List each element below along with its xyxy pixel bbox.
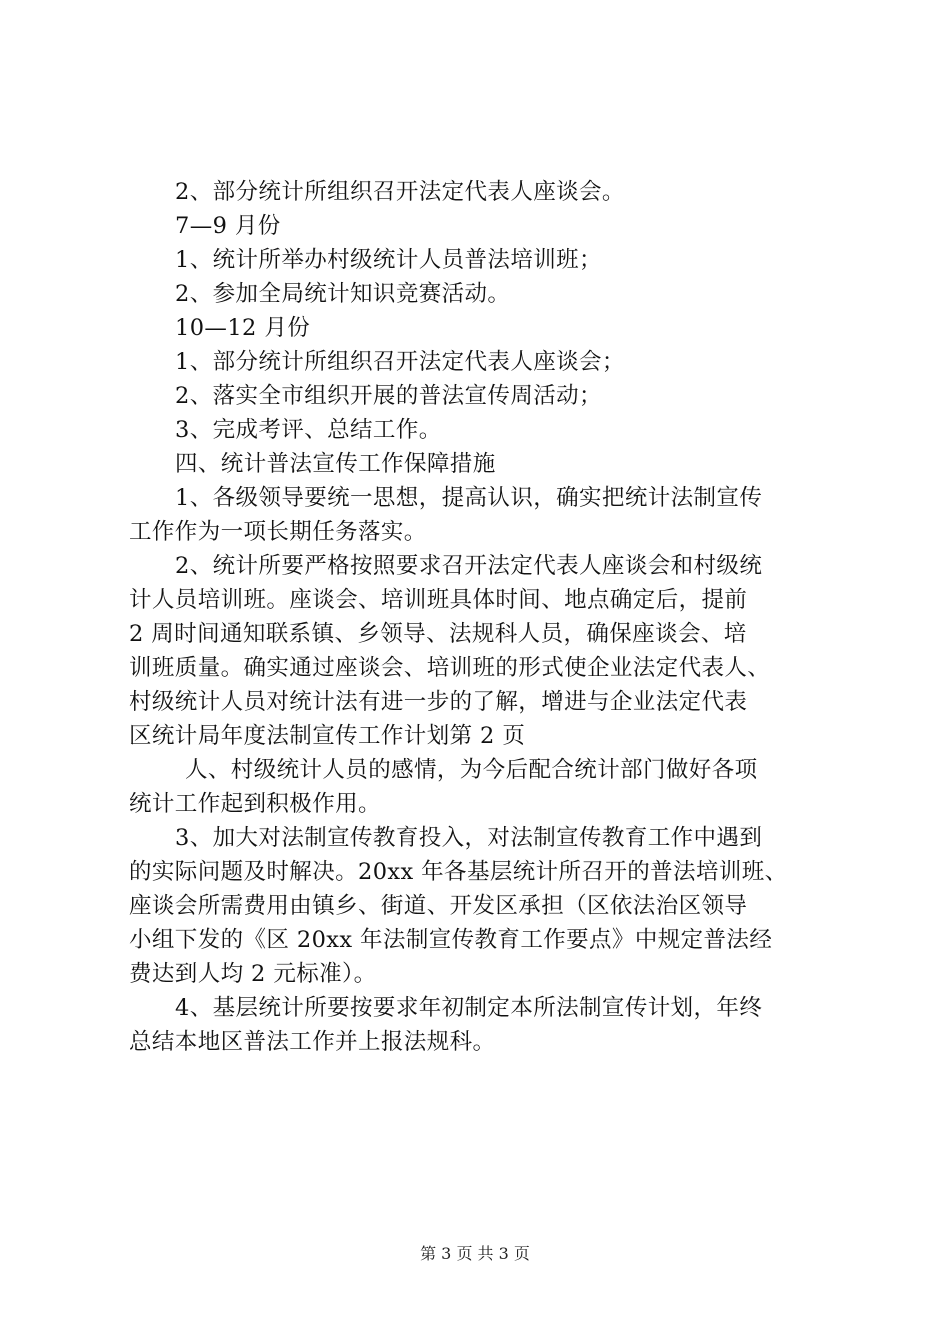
page-number: 第 3 页 共 3 页 bbox=[420, 1244, 530, 1263]
paragraph-line: 计人员培训班。座谈会、培训班具体时间、地点确定后，提前 bbox=[129, 587, 748, 613]
paragraph-line: 1、各级领导要统一思想，提高认识，确实把统计法制宣传 bbox=[175, 485, 763, 511]
paragraph-line: 总结本地区普法工作并上报法规科。 bbox=[129, 1029, 496, 1055]
text-line: 1、部分统计所组织召开法定代表人座谈会； bbox=[175, 349, 625, 375]
paragraph-line: 工作作为一项长期任务落实。 bbox=[129, 519, 427, 545]
paragraph-line: 的实际问题及时解决。20xx 年各基层统计所召开的普法培训班、 bbox=[129, 859, 788, 885]
text-line: 2、部分统计所组织召开法定代表人座谈会。 bbox=[175, 179, 625, 205]
paragraph-line: 4、基层统计所要按要求年初制定本所法制宣传计划，年终 bbox=[175, 995, 763, 1021]
paragraph-line: 费达到人均 2 元标准）。 bbox=[129, 961, 377, 987]
paragraph-line: 2、统计所要严格按照要求召开法定代表人座谈会和村级统 bbox=[175, 553, 763, 579]
page-break-title: 区统计局年度法制宣传工作计划第 2 页 bbox=[129, 723, 526, 749]
section-heading: 10—12 月份 bbox=[175, 315, 311, 341]
section-heading: 四、统计普法宣传工作保障措施 bbox=[175, 451, 496, 477]
paragraph-line: 人、村级统计人员的感情，为今后配合统计部门做好各项 bbox=[185, 757, 758, 783]
paragraph-line: 村级统计人员对统计法有进一步的了解，增进与企业法定代表 bbox=[129, 689, 748, 715]
paragraph-line: 小组下发的《区 20xx 年法制宣传教育工作要点》中规定普法经 bbox=[129, 927, 773, 953]
text-line: 2、参加全局统计知识竞赛活动。 bbox=[175, 281, 511, 307]
section-heading: 7—9 月份 bbox=[175, 213, 281, 239]
text-line: 2、落实全市组织开展的普法宣传周活动； bbox=[175, 383, 602, 409]
paragraph-line: 3、加大对法制宣传教育投入，对法制宣传教育工作中遇到 bbox=[175, 825, 763, 851]
paragraph-line: 座谈会所需费用由镇乡、街道、开发区承担（区依法治区领导 bbox=[129, 893, 748, 919]
paragraph-line: 训班质量。确实通过座谈会、培训班的形式使企业法定代表人、 bbox=[129, 655, 771, 681]
paragraph-line: 统计工作起到积极作用。 bbox=[129, 791, 381, 817]
text-line: 1、统计所举办村级统计人员普法培训班； bbox=[175, 247, 602, 273]
paragraph-line: 2 周时间通知联系镇、乡领导、法规科人员，确保座谈会、培 bbox=[129, 621, 747, 647]
document-body bbox=[129, 175, 839, 1059]
text-line: 3、完成考评、总结工作。 bbox=[175, 417, 442, 443]
page-footer bbox=[0, 1243, 950, 1265]
